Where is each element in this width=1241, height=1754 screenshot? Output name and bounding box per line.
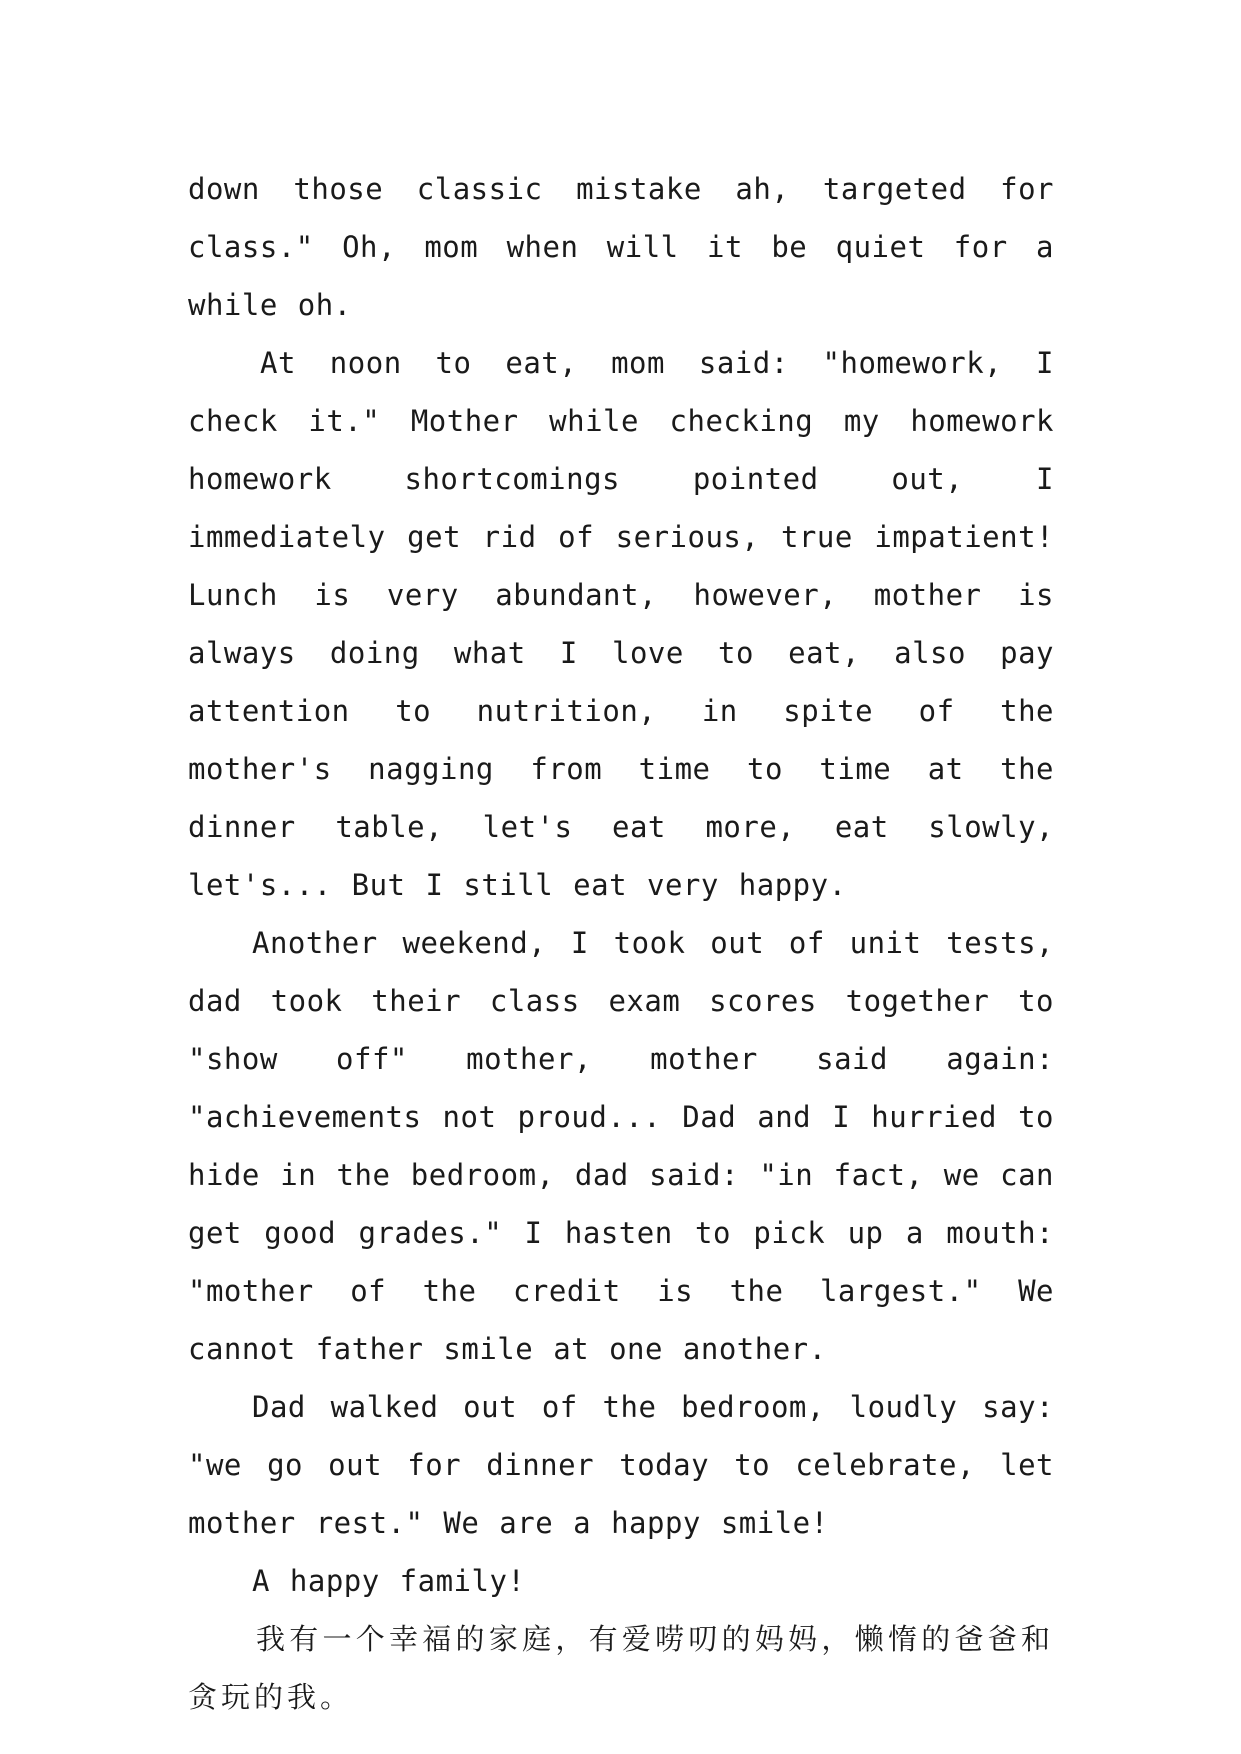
- paragraph-4: Dad walked out of the bedroom, loudly say: "we go out for dinner today to celebrate, let mother rest." We are a happy smile!: [188, 1390, 1054, 1540]
- paragraph-6: 我有一个幸福的家庭，有爱唠叨的妈妈，懒惰的爸爸和贪玩的我。: [188, 1622, 1054, 1714]
- paragraph-1: down those classic mistake ah, targeted for class." Oh, mom when will it be quiet for a while oh.: [188, 172, 1054, 322]
- paragraph-2: At noon to eat, mom said: "homework, I check it." Mother while checking my homework homework shortcomings pointed out, I immediately get rid of serious, true impatient! Lunch is very abundant, however, mother is always doing what I love to eat, also pay attention to nutrition, in spite of the mother's nagging from time to time at the dinner table, let's eat more, eat slowly, let's... But I still eat very happy.: [188, 346, 1054, 902]
- paragraph-5: A happy family!: [252, 1564, 526, 1598]
- document-body: [188, 160, 1054, 1726]
- paragraph-3: Another weekend, I took out of unit tests, dad took their class exam scores together to "show off" mother, mother said again: "achievements not proud... Dad and I hurried to hide in the bedroom, dad said: "in fact, we can get good grades." I hasten to pick up a mouth: "mother of the credit is the largest." We cannot father smile at one another.: [188, 926, 1054, 1366]
